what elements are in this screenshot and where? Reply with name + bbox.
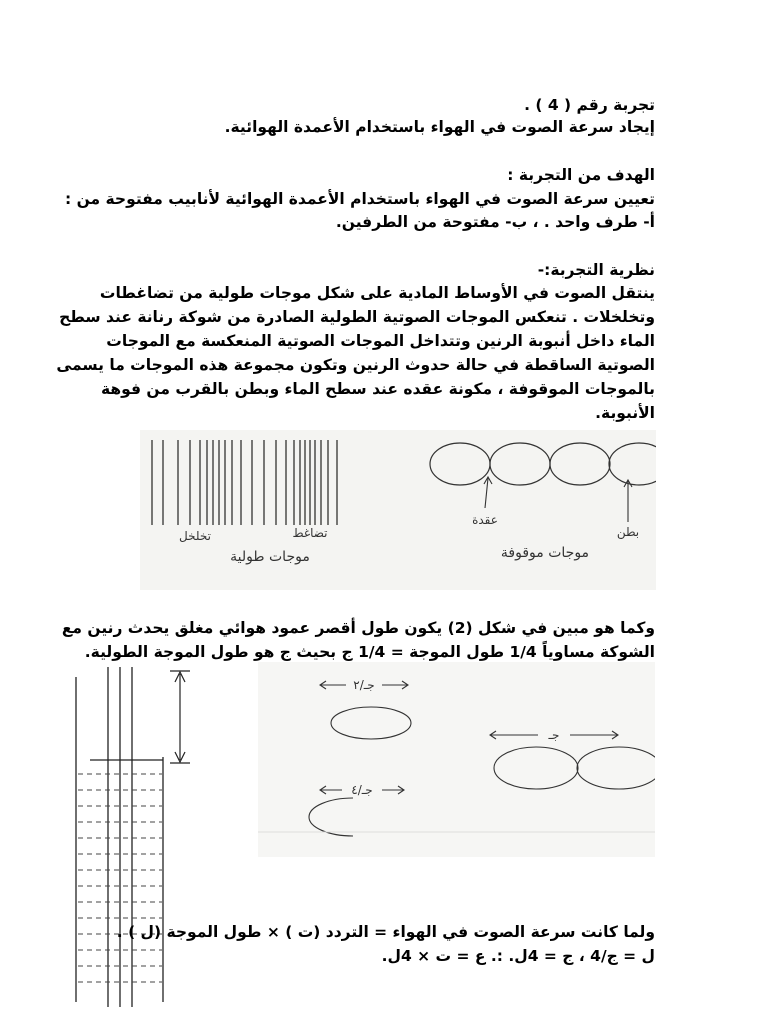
quarter-wave-loop [309,798,353,836]
standing-wave-loops [430,443,656,485]
figure-wavelengths [258,662,655,857]
objective-heading: الهدف من التجربة : [507,166,655,184]
theory-line-3: الماء داخل أنبوبة الرنين وتتداخل الموجات الصوتية المنعكسة مع الموجات [106,332,655,350]
theory-line-6: الأنبوبة. [595,404,655,422]
objective-line-1: تعيين سرعة الصوت في الهواء باستخدام الأعمدة الهوائية لأنابيب مفتوحة من : [65,190,655,208]
theory-heading: نظرية التجربة:- [537,261,655,279]
wavelength-diagram [258,662,655,857]
theory-line-1: ينتقل الصوت في الأوساط المادية على شكل موجات طولية من تضاغطات [99,284,655,302]
figure-resonance-tube [40,662,205,1014]
formula-line-1: ولما كانت سرعة الصوت في الهواء = التردد (ت ) × طول الموجة (ل ) . [116,923,655,941]
quarter-wavelength-label: جـ/٤ [351,783,373,797]
full-wave-loop-right [577,747,655,789]
formula-line-2: ل = ج/4 ، ج = 4ل. :. ع = ت × 4ل. [381,947,655,965]
figure-waves [140,430,656,590]
tube-diagram [40,662,205,1014]
compression-label: تضاغط [292,526,328,540]
node-label: عقدة [472,513,498,527]
full-wavelength-label: جـ [548,728,560,742]
theory-line-5: بالموجات الموقوفة ، مكونة عقده عند سطح الماء وبطن بالقرب من فوهة [101,380,655,398]
experiment-number: تجربة رقم ( 4 ) . [524,96,655,114]
length-arrow [170,671,190,763]
standing-wave-pointers [484,477,632,522]
paragraph2-line-2: الشوكة مساوياً 1/4 طول الموجة = 1/4 ج بحيث ج هو طول الموجة الطولية. [84,643,655,661]
half-wavelength-label: جـ/٢ [353,678,375,692]
paragraph2-line-1: وكما هو مبين في شكل (2) يكون طول أقصر عمود هوائي مغلق يحدث رنين مع [61,619,655,637]
full-wave-loop-left [494,747,578,789]
theory-line-4: الصوتية الساقطة في حالة حدوث الرنين وتكون مجموعة هذه الموجات ما يسمى [56,356,655,374]
standing-caption: موجات موقوفة [500,545,590,561]
longitudinal-wave-lines [152,440,337,525]
antinode-label: بطن [616,525,640,539]
experiment-title: إيجاد سرعة الصوت في الهواء باستخدام الأعمدة الهوائية. [224,118,655,136]
longitudinal-caption: موجات طولية [230,549,310,565]
rarefaction-label: تخلخل [179,529,211,543]
objective-line-2: أ- طرف واحد . ، ب- مفتوحة من الطرفين. [335,213,655,231]
theory-line-2: وتخلخلات . تنعكس الموجات الصوتية الطولية الصادرة من شوكة رنانة عند سطح [59,308,655,326]
waves-diagram [140,430,656,590]
half-wave-loop [331,707,411,739]
